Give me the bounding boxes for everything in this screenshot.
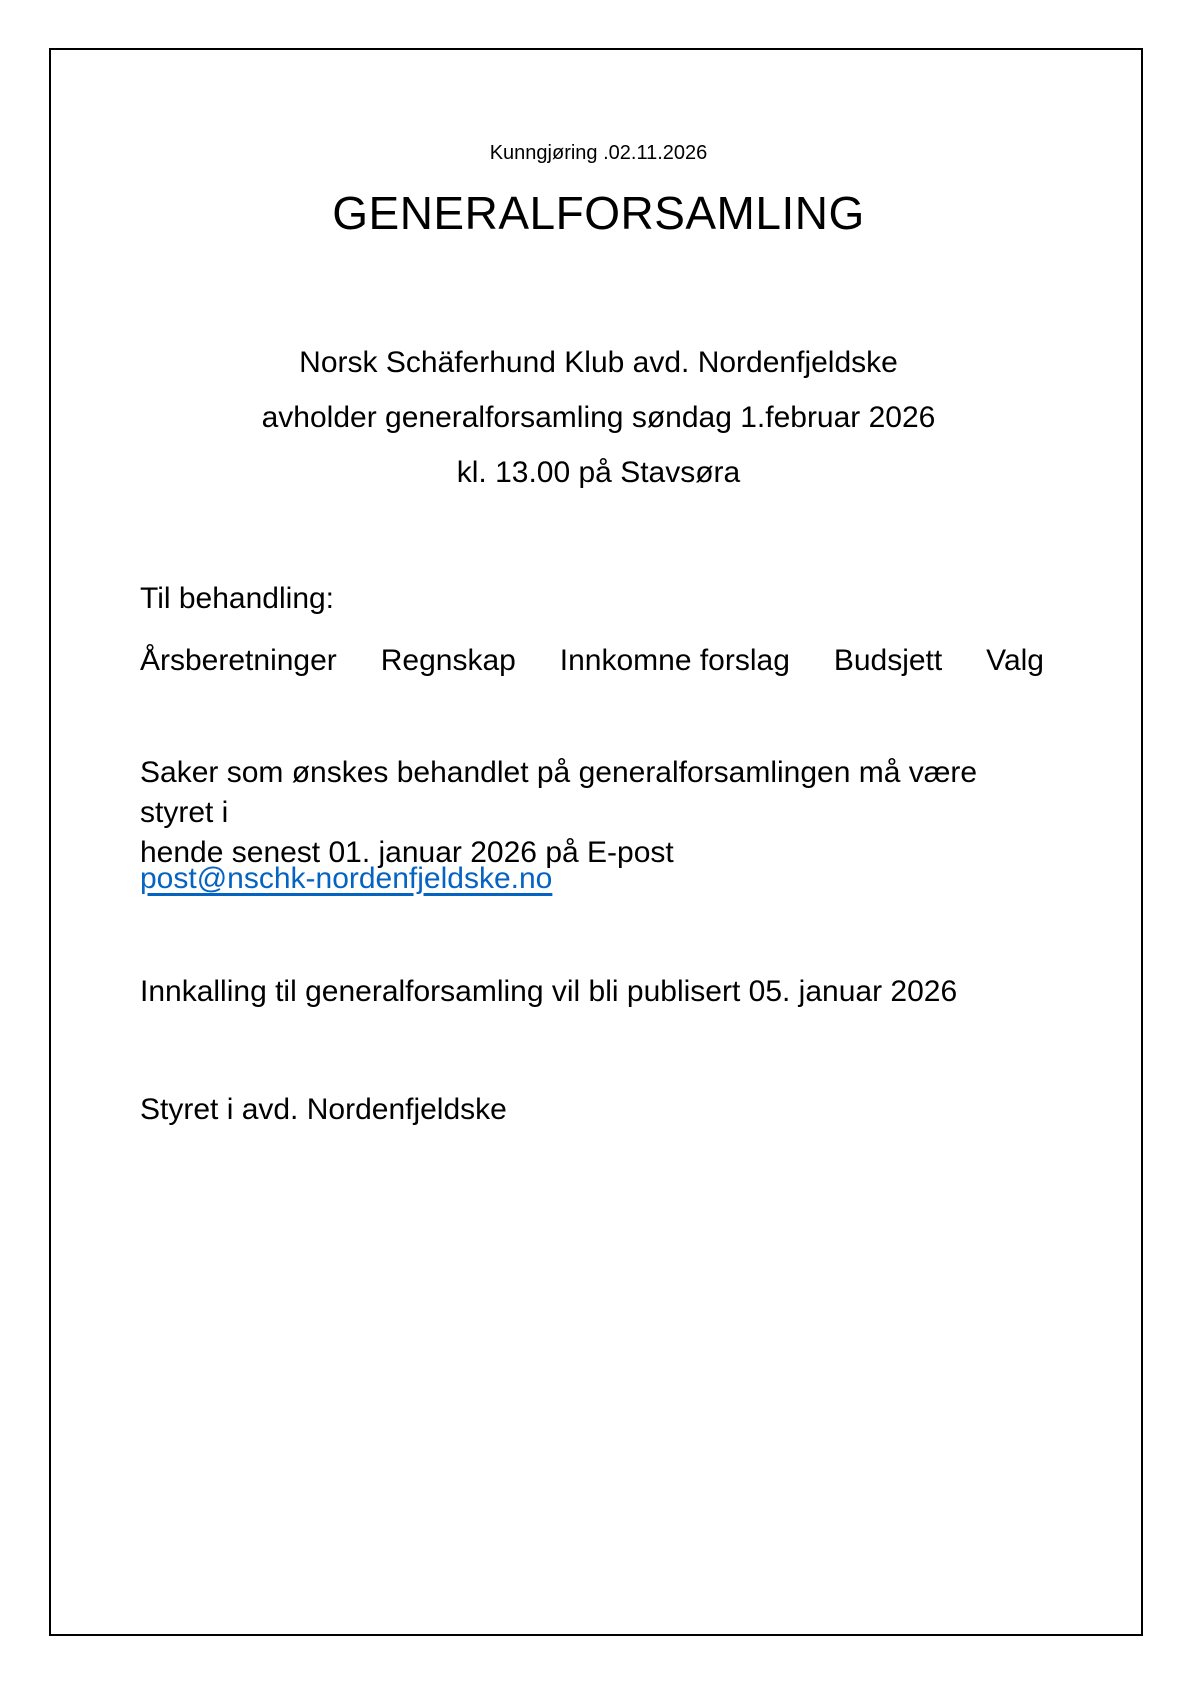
email-paragraph [140, 859, 1057, 899]
submission-line-1: Saker som ønskes behandlet på generalforsamlingen må være styret i [140, 756, 978, 829]
agenda-item-regnskap: Regnskap [380, 644, 516, 677]
agenda-item-innkomne-forslag: Innkomne forslag [559, 644, 790, 677]
email-link[interactable]: post@nschk-nordenfjeldske.no [140, 862, 553, 895]
agenda-item-budsjett: Budsjett [833, 644, 943, 677]
submission-line-2: hende senest 01. januar 2026 på E-post [140, 836, 674, 869]
intro-line-club: Norsk Schäferhund Klub avd. Nordenfjeldske [299, 346, 898, 379]
intro-line-time-place: kl. 13.00 på Stavsøra [456, 456, 741, 489]
agenda-item-valg: Valg [986, 644, 1044, 677]
agenda-items-row [140, 639, 1044, 683]
page-title: GENERALFORSAMLING [332, 187, 865, 239]
intro-paragraph [140, 335, 1057, 500]
signature-line: Styret i avd. Nordenfjeldske [140, 1093, 507, 1126]
agenda-item-arsberetninger: Årsberetninger [140, 644, 337, 677]
intro-line-event-date: avholder generalforsamling søndag 1.februar 2026 [261, 401, 936, 434]
publication-note: Innkalling til generalforsamling vil bli publisert 05. januar 2026 [140, 975, 958, 1008]
agenda-heading: Til behandling: [140, 582, 335, 615]
submission-paragraph [140, 753, 1057, 873]
announcement-date-line: Kunngjøring .02.11.2026 [489, 142, 708, 164]
